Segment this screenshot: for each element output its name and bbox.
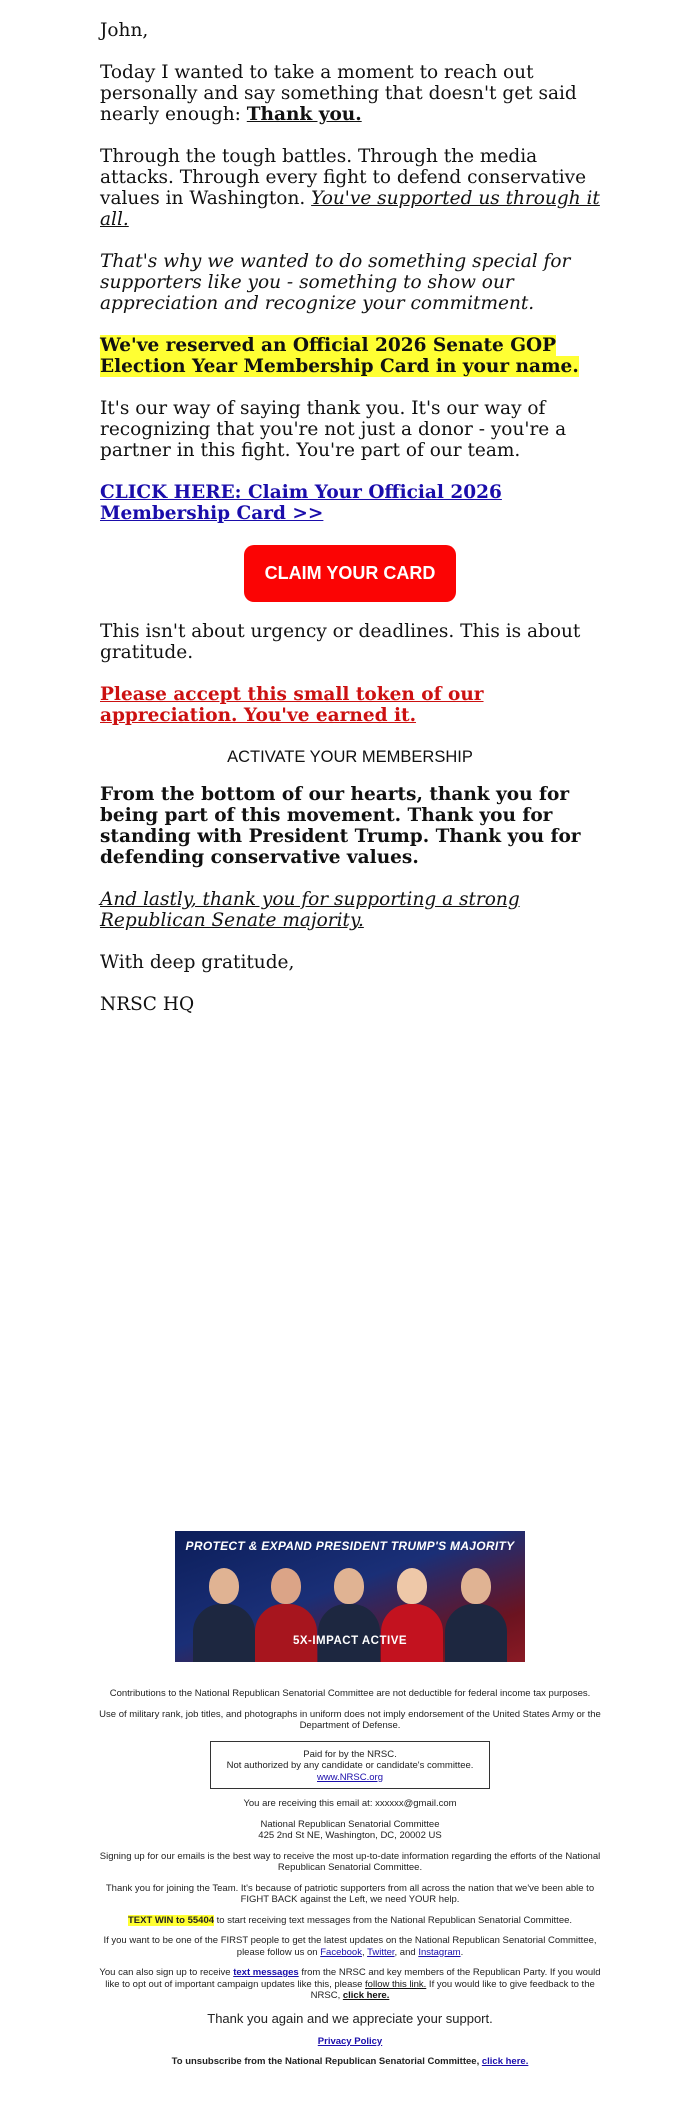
unsubscribe-link[interactable]: click here. bbox=[481, 2056, 529, 2067]
paragraph-special: That's why we wanted to do something special for supporters like you - something to show our appreciation and recognize your commitment. bbox=[100, 251, 571, 314]
supported-emphasis: You've supported us through it all. bbox=[100, 188, 600, 230]
battles-text: Through the tough battles. Through the media attacks. Through every fight to defend conservative values in Washington. bbox=[100, 146, 587, 209]
social-intro: If you want to be one of the FIRST people to get the latest updates on the National Republican Senatorial Committee, please follow us on bbox=[103, 1935, 597, 1958]
unsubscribe-line bbox=[95, 2056, 605, 2068]
email-body bbox=[100, 20, 600, 1036]
paragraph-lastly bbox=[100, 889, 600, 931]
banner-subtitle: 5X-IMPACT ACTIVE bbox=[292, 1635, 408, 1647]
follow-this-link[interactable]: follow this link. bbox=[365, 1978, 427, 1990]
org-name: National Republican Senatorial Committee bbox=[260, 1818, 440, 1830]
separator: , bbox=[361, 1946, 368, 1958]
paragraph-hearts: From the bottom of our hearts, thank you for being part of this movement. Thank you for standing with President Trump. Thank you for defending conservative values. bbox=[100, 784, 581, 868]
paragraph-reserved bbox=[100, 335, 600, 377]
text-messages-link[interactable]: text messages bbox=[233, 1967, 299, 1978]
person-figure bbox=[445, 1568, 507, 1662]
person-figure bbox=[381, 1568, 443, 1662]
opt-out-line bbox=[95, 1967, 605, 2002]
paragraph-battles bbox=[100, 146, 600, 230]
person-figure bbox=[193, 1568, 255, 1662]
receiving-email-line: You are receiving this email at: xxxxxx@gmail.com bbox=[243, 1798, 457, 1809]
text-win-highlight: TEXT WIN to 55404 bbox=[127, 1914, 215, 1926]
closing: With deep gratitude, bbox=[100, 952, 295, 973]
paragraph-partner: It's our way of saying thank you. It's our way of recognizing that you're not just a donor - you're a partner in this fight. You're part of our team. bbox=[100, 398, 567, 461]
twitter-link[interactable]: Twitter bbox=[367, 1946, 395, 1958]
intro-text: Today I wanted to take a moment to reach out personally and say something that doesn't get said nearly enough: bbox=[100, 62, 577, 125]
claim-card-button[interactable]: CLAIM YOUR CARD bbox=[244, 545, 456, 602]
thanks-support: Thank you again and we appreciate your support. bbox=[207, 2010, 493, 2026]
privacy-line bbox=[95, 2036, 605, 2048]
person-figure bbox=[255, 1568, 317, 1662]
reserved-highlight: We've reserved an Official 2026 Senate GOP Election Year Membership Card in your name. bbox=[100, 335, 579, 377]
cta-wrapper bbox=[100, 545, 600, 602]
text-win-rest: to start receiving text messages from the National Republican Senatorial Committee. bbox=[214, 1914, 573, 1926]
privacy-policy-link[interactable]: Privacy Policy bbox=[317, 2035, 383, 2047]
opt-text: from the NRSC and key members of the Republican Party. If you would like to opt out of important campaign updates like this, please bbox=[105, 1967, 601, 1990]
instagram-link[interactable]: Instagram bbox=[418, 1946, 461, 1958]
nrsc-website-link[interactable]: www.NRSC.org bbox=[317, 1771, 383, 1783]
activate-membership-link[interactable]: ACTIVATE YOUR MEMBERSHIP bbox=[227, 748, 473, 766]
opt-text: You can also sign up to receive bbox=[99, 1967, 234, 1978]
signup-text: Signing up for our emails is the best way to receive the most up-to-date information regarding the efforts of the National Republican Senatorial Committee. bbox=[99, 1850, 601, 1873]
separator: , and bbox=[394, 1946, 419, 1958]
person-figure bbox=[318, 1568, 380, 1662]
paid-for-box bbox=[210, 1741, 490, 1790]
text-win-line bbox=[95, 1915, 605, 1927]
military-disclaimer: Use of military rank, job titles, and photographs in uniform does not imply endorsement of the United States Army or the Department of Defense. bbox=[99, 1708, 601, 1731]
paragraph-gratitude: This isn't about urgency or deadlines. This is about gratitude. bbox=[100, 621, 581, 663]
signature: NRSC HQ bbox=[100, 994, 195, 1015]
org-address: 425 2nd St NE, Washington, DC, 20002 US bbox=[258, 1830, 442, 1841]
opt-text: If you would like to give feedback to the NRSC, bbox=[310, 1978, 595, 2001]
paragraph-claim-link bbox=[100, 482, 600, 524]
separator: . bbox=[460, 1946, 464, 1958]
senate-majority-link[interactable]: And lastly, thank you for supporting a strong Republican Senate majority. bbox=[100, 889, 520, 931]
footer bbox=[95, 1688, 605, 2077]
social-follow-line bbox=[95, 1935, 605, 1958]
paragraph-intro bbox=[100, 62, 600, 125]
feedback-click-here-link[interactable]: click here. bbox=[342, 1990, 390, 2001]
org-address-block bbox=[95, 1819, 605, 1842]
not-authorized-line: Not authorized by any candidate or candidate's committee. bbox=[226, 1760, 474, 1771]
unsubscribe-text: To unsubscribe from the National Republican Senatorial Committee, bbox=[171, 2056, 482, 2067]
majority-banner-image[interactable] bbox=[175, 1531, 525, 1662]
facebook-link[interactable]: Facebook bbox=[320, 1946, 362, 1958]
joining-text: Thank you for joining the Team. It's because of patriotic supporters from all across the nation that we've been able to FIGHT BACK against the Left, we need YOUR help. bbox=[105, 1882, 595, 1905]
banner-title: PROTECT & EXPAND PRESIDENT TRUMP'S MAJORITY bbox=[185, 1539, 515, 1553]
paragraph-token bbox=[100, 684, 600, 726]
tax-disclaimer: Contributions to the National Republican Senatorial Committee are not deductible for federal income tax purposes. bbox=[109, 1688, 591, 1699]
paid-line: Paid for by the NRSC. bbox=[303, 1748, 397, 1760]
appreciation-link[interactable]: Please accept this small token of our appreciation. You've earned it. bbox=[100, 684, 484, 726]
claim-card-link[interactable]: CLICK HERE: Claim Your Official 2026 Membership Card >> bbox=[100, 482, 502, 524]
greeting: John, bbox=[100, 20, 149, 41]
thank-you-emphasis: Thank you. bbox=[246, 104, 362, 125]
